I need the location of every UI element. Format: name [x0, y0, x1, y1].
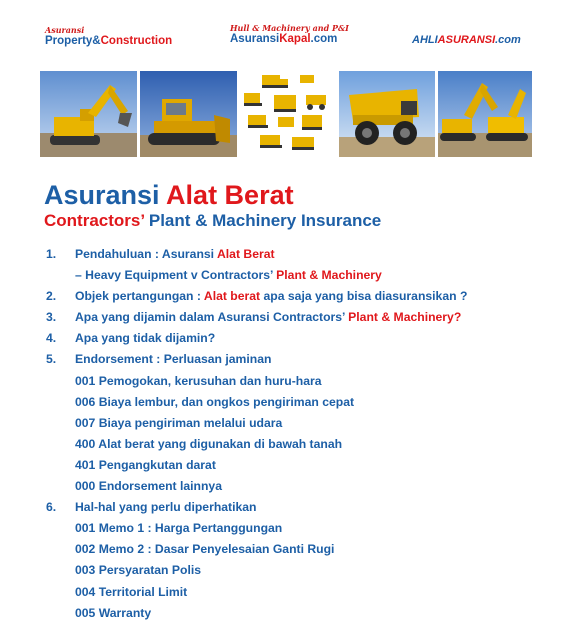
- toc-item-segment: Alat berat: [203, 289, 261, 304]
- brand-property-construction[interactable]: [45, 26, 172, 48]
- toc-item[interactable]: [46, 476, 526, 497]
- toc-item-label: [75, 328, 215, 348]
- brand-ahli-asuransi[interactable]: [412, 34, 521, 46]
- toc-item-segment: 005 Warranty: [75, 605, 152, 620]
- toc-item-segment: 003 Persyaratan Polis: [75, 563, 202, 578]
- brand3-tld: .com: [495, 34, 521, 46]
- toc-item-label: [75, 371, 322, 391]
- toc-item[interactable]: [46, 307, 526, 328]
- brand2-prefix: Asuransi: [230, 33, 280, 45]
- toc-item-segment: Apa yang dijamin dalam Asuransi Contractors’: [75, 310, 349, 325]
- toc-item-segment: Apa yang tidak dijamin?: [75, 331, 216, 346]
- toc-item-segment: Plant & Machinery: [276, 268, 382, 283]
- heavy-equipment-photo-strip: [40, 71, 532, 157]
- toc-item-segment: 400 Alat berat yang digunakan di bawah tanah: [75, 436, 343, 451]
- toc-item-segment: – Heavy Equipment v Contractors’: [75, 268, 277, 283]
- toc-item-label: [75, 497, 257, 517]
- brand3-prefix: AHLI: [412, 34, 438, 46]
- toc-item[interactable]: [46, 328, 526, 349]
- toc-item-segment: Hal-hal yang perlu diperhatikan: [75, 500, 257, 515]
- toc-item-number: 4.: [46, 331, 57, 346]
- toc-item-label: [75, 518, 282, 538]
- toc-item[interactable]: [46, 582, 526, 603]
- toc-item-segment: Endorsement : Perluasan jaminan: [75, 352, 272, 367]
- excavator-photo: [40, 71, 137, 157]
- toc-item[interactable]: [46, 413, 526, 434]
- toc-item-segment: 001 Memo 1 : Harga Pertanggungan: [75, 521, 283, 536]
- table-of-contents: [46, 244, 526, 624]
- toc-item-segment: 000 Endorsement lainnya: [75, 479, 222, 494]
- toc-item-segment: 002 Memo 2 : Dasar Penyelesaian Ganti Rugi: [75, 542, 335, 557]
- toc-item-label: [75, 307, 461, 327]
- toc-item-label: [75, 539, 334, 559]
- toc-item[interactable]: [46, 518, 526, 539]
- toc-item[interactable]: [46, 434, 526, 455]
- brand2-suffix: Kapal: [279, 33, 311, 45]
- toc-item-segment: 401 Pengangkutan darat: [75, 457, 216, 472]
- toc-item-segment: 004 Territorial Limit: [75, 584, 188, 599]
- brand2-tld: .com: [310, 33, 338, 45]
- toc-item-label: [75, 582, 187, 602]
- toc-item[interactable]: [46, 371, 526, 392]
- toc-item-label: [75, 349, 271, 369]
- toc-item[interactable]: [46, 603, 526, 624]
- toc-item-segment: apa saja yang bisa diasuransikan ?: [260, 289, 468, 304]
- toc-item-number: 6.: [46, 500, 57, 515]
- toc-item-label: [75, 413, 282, 433]
- toc-item-number: 2.: [46, 289, 57, 304]
- excavator-group-photo: [438, 71, 532, 157]
- toc-item-segment: 007 Biaya pengiriman melalui udara: [75, 415, 283, 430]
- toc-item-segment: Alat Berat: [216, 247, 275, 261]
- toc-item-label: [75, 392, 354, 412]
- toc-item[interactable]: [46, 455, 526, 476]
- bulldozer-photo: [140, 71, 237, 157]
- brand2-tag: Hull & Machinery and P&I: [230, 23, 349, 33]
- toc-item-segment: 006 Biaya lembur, dan ongkos pengiriman cepat: [75, 394, 355, 409]
- toc-item-number: 1.: [46, 247, 57, 261]
- brand3-suffix: ASURANSI: [437, 34, 496, 46]
- toc-item[interactable]: [46, 265, 526, 286]
- page-title: Asuransi Alat Berat: [44, 180, 294, 210]
- brand1-amp: &: [92, 35, 101, 47]
- toc-item-label: [75, 560, 201, 580]
- page-subtitle: Contractors’ Plant & Machinery Insurance: [44, 211, 382, 230]
- toc-item-segment: Plant & Machinery?: [348, 310, 462, 325]
- toc-item-segment: 001 Pemogokan, kerusuhan dan huru-hara: [75, 373, 322, 388]
- toc-item[interactable]: [46, 286, 526, 307]
- toc-item[interactable]: [46, 539, 526, 560]
- brand1-suffix: Construction: [100, 35, 173, 47]
- toc-item-label: [75, 244, 275, 264]
- brand-asuransi-kapal[interactable]: [230, 24, 349, 46]
- dump-truck-photo: [339, 71, 435, 157]
- toc-item-label: [75, 603, 151, 623]
- toc-item-number: 5.: [46, 352, 57, 367]
- toc-item[interactable]: [46, 392, 526, 413]
- brand1-prefix: Property: [45, 35, 93, 47]
- toc-item-label: [75, 286, 467, 306]
- toc-item-segment: Pendahuluan : Asuransi: [75, 247, 217, 261]
- toc-item-label: [75, 476, 222, 496]
- toc-item-number: 3.: [46, 310, 57, 325]
- toc-item[interactable]: [46, 244, 526, 265]
- toc-item[interactable]: [46, 497, 526, 518]
- toc-item-label: [75, 434, 342, 454]
- equipment-collage-photo: [240, 71, 337, 157]
- brand1-tag: Asuransi: [45, 25, 85, 35]
- toc-item-segment: Objek pertangungan :: [75, 289, 204, 304]
- toc-item[interactable]: [46, 560, 526, 581]
- toc-item-label: [75, 455, 216, 475]
- toc-item-label: [75, 265, 382, 285]
- toc-item[interactable]: [46, 349, 526, 370]
